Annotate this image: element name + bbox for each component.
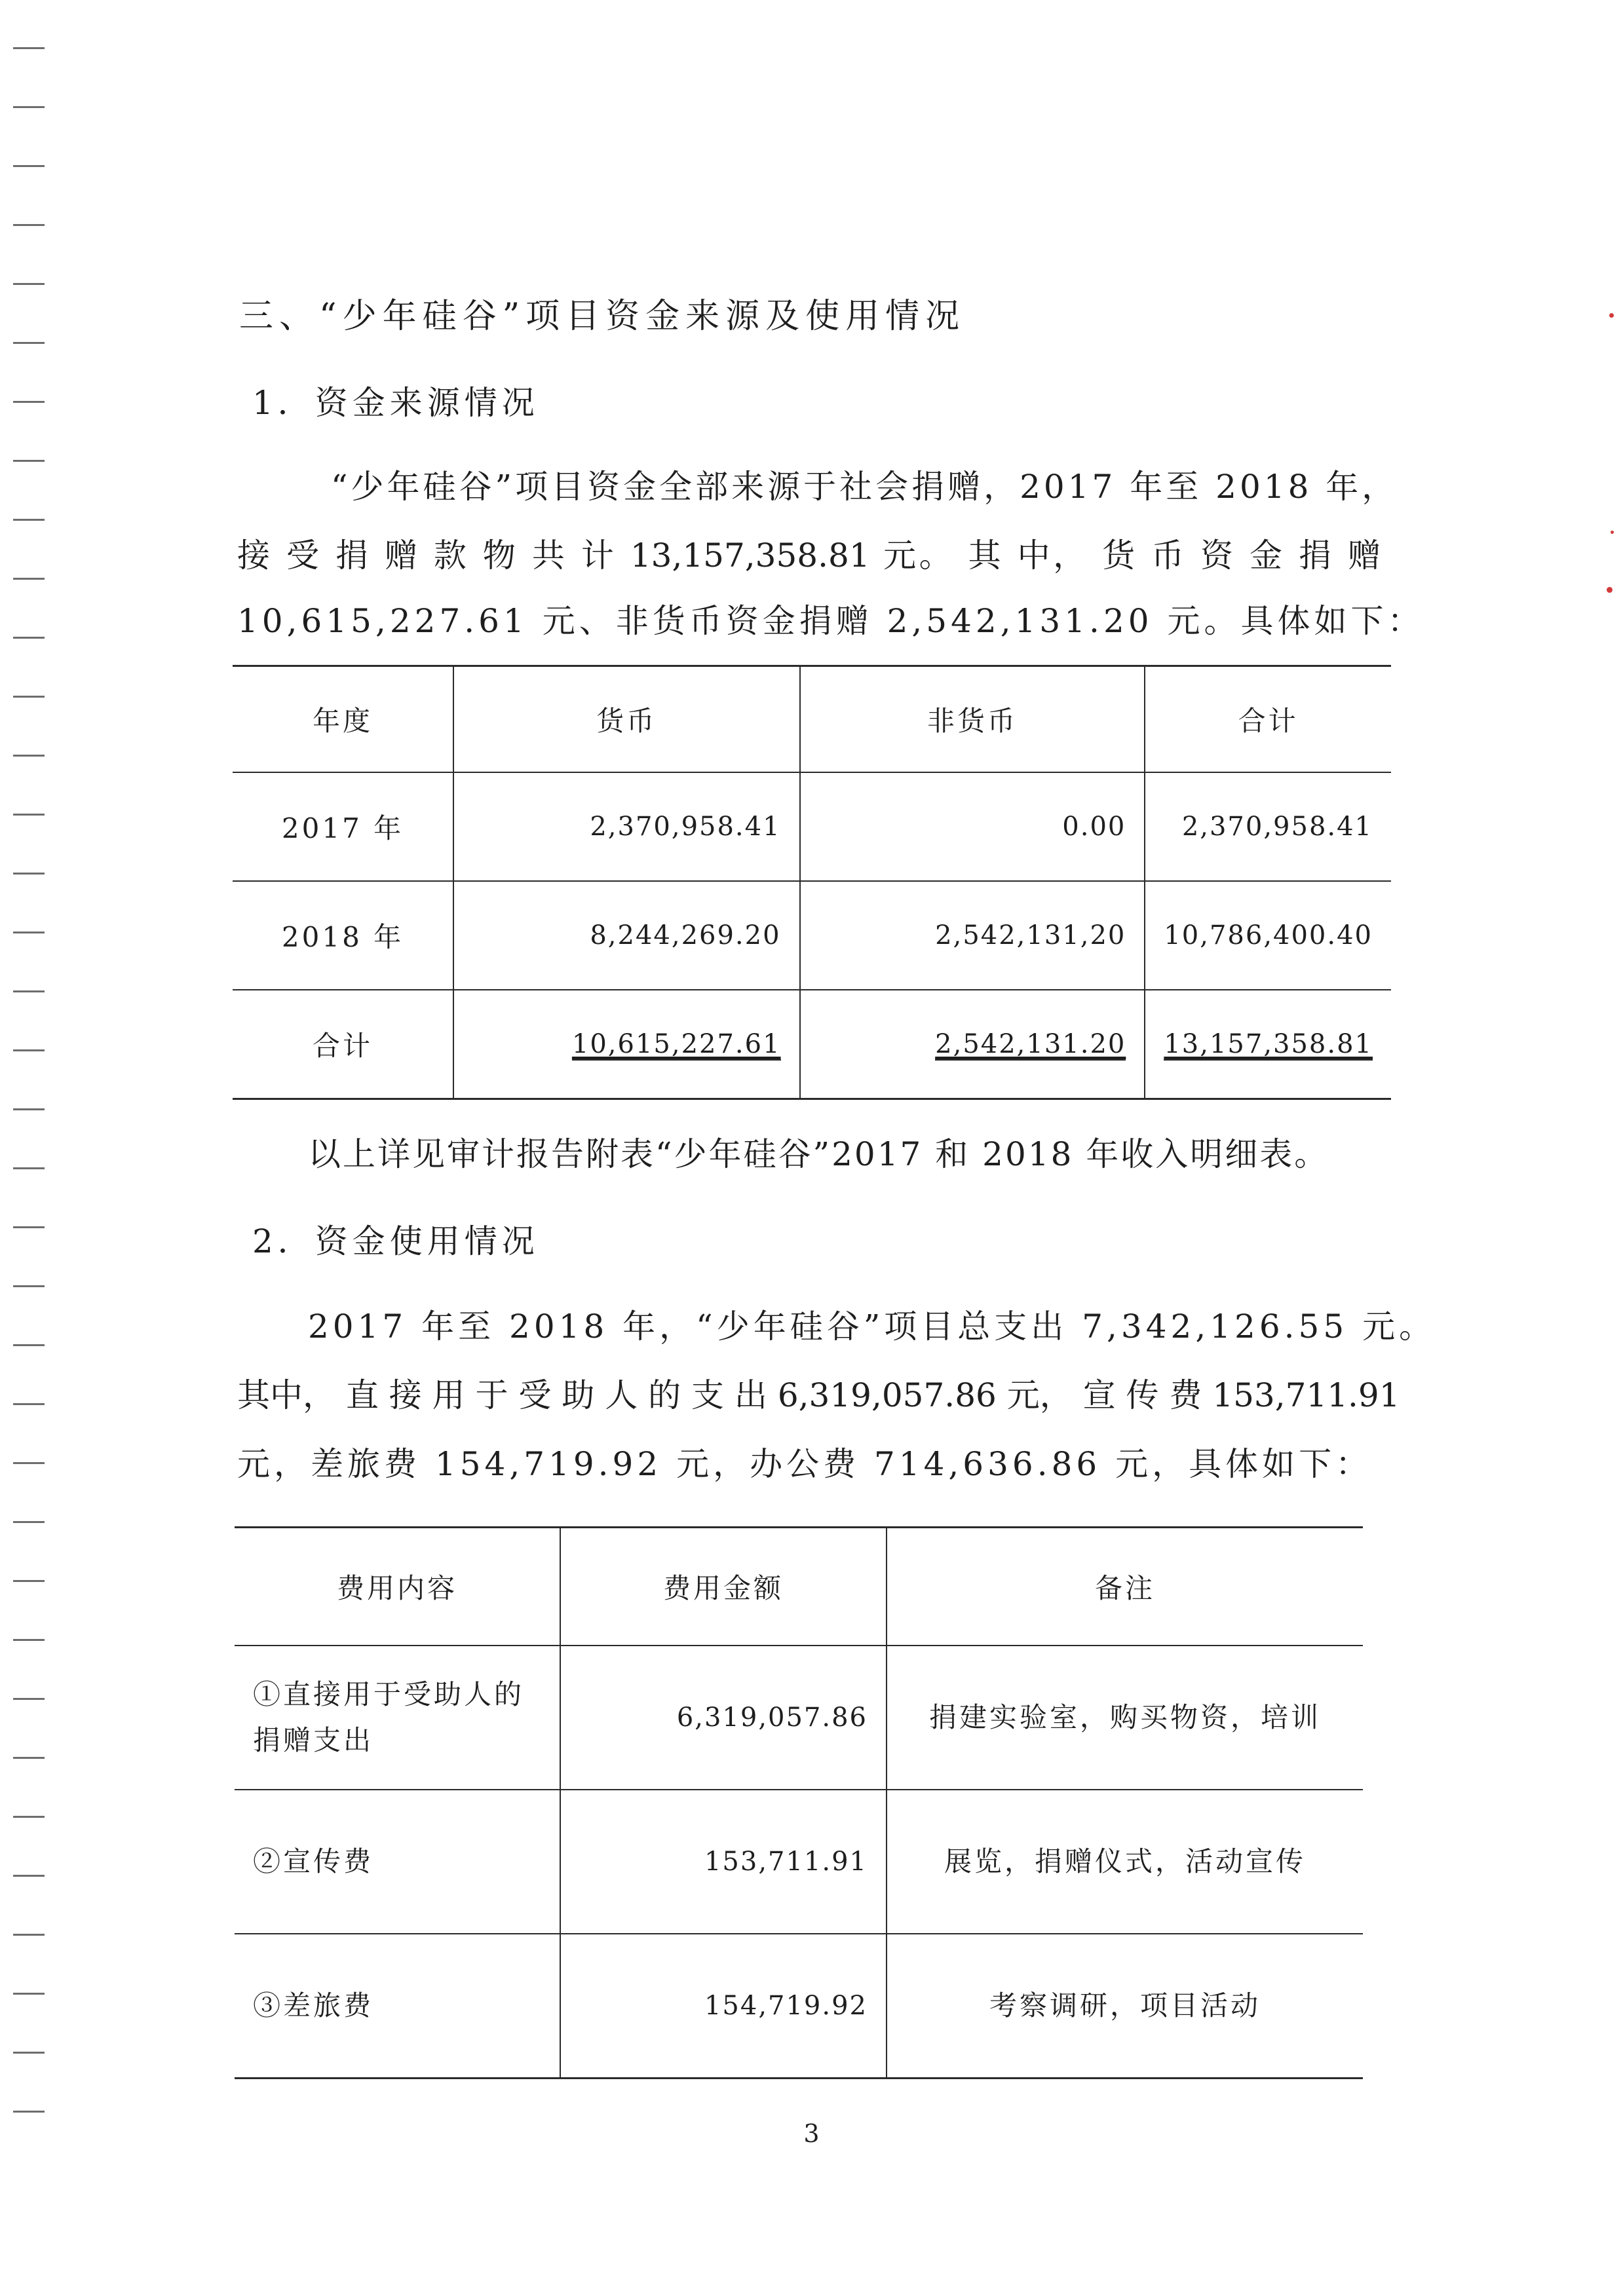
col-header-remark: 备注 <box>887 1528 1363 1646</box>
funding-para-line-2: 接 受 捐 赠 款 物 共 计 13,157,358.81 元。 其 中， 货 币 资 金 捐 赠 <box>237 536 1381 574</box>
fund-usage-heading: 2．资金使用情况 <box>252 1222 539 1260</box>
usage-para-line-1: 2017 年至 2018 年，“少年硅谷”项目总支出 7,342,126.55 元。 <box>308 1308 1436 1346</box>
funding-source-heading: 1．资金来源情况 <box>252 384 539 422</box>
cell-remark: 捐建实验室，购买物资，培训 <box>887 1646 1363 1790</box>
table-row <box>233 772 1391 881</box>
cell-total: 10,786,400.40 <box>1145 881 1391 990</box>
cell-amount: 153,711.91 <box>560 1790 887 1934</box>
section-heading: 三、“少年硅谷”项目资金来源及使用情况 <box>239 297 966 336</box>
cell-monetary: 8,244,269.20 <box>453 881 799 990</box>
table-header-row <box>235 1528 1363 1646</box>
col-header-monetary: 货币 <box>453 666 799 773</box>
col-header-amount: 费用金额 <box>560 1528 887 1646</box>
funding-note: 以上详见审计报告附表“少年硅谷”2017 和 2018 年收入明细表。 <box>308 1135 1329 1173</box>
col-header-year: 年度 <box>233 666 453 773</box>
cell-total: 2,370,958.41 <box>1145 772 1391 881</box>
cell-remark: 考察调研，项目活动 <box>887 1934 1363 2079</box>
cell-non-monetary: 0.00 <box>800 772 1145 881</box>
col-header-item: 费用内容 <box>235 1528 560 1646</box>
col-header-non-monetary: 非货币 <box>800 666 1145 773</box>
table-row <box>235 1934 1363 2079</box>
table-row <box>235 1646 1363 1790</box>
cell-remark: 展览，捐赠仪式，活动宣传 <box>887 1790 1363 1934</box>
cell-amount: 6,319,057.86 <box>560 1646 887 1790</box>
cell-grand-total: 13,157,358.81 <box>1145 990 1391 1099</box>
usage-para-line-2: 其中， 直 接 用 于 受 助 人 的 支 出 6,319,057.86 元， 宣 传 费 153,711.91 <box>237 1376 1400 1414</box>
cell-non-monetary: 2,542,131,20 <box>800 881 1145 990</box>
row-total-label: 合计 <box>233 990 453 1099</box>
cell-non-monetary-total: 2,542,131.20 <box>800 990 1145 1099</box>
red-mark <box>1611 531 1614 534</box>
cell-item: ①直接用于受助人的捐赠支出 <box>235 1646 560 1790</box>
table-row <box>235 1790 1363 1934</box>
col-header-total: 合计 <box>1145 666 1391 773</box>
usage-para-line-3: 元，差旅费 154,719.92 元，办公费 714,636.86 元，具体如下： <box>237 1445 1373 1483</box>
cell-item: ③差旅费 <box>235 1934 560 2079</box>
cell-monetary-total: 10,615,227.61 <box>453 990 799 1099</box>
red-mark <box>1609 313 1614 318</box>
row-year: 2017 年 <box>233 772 453 881</box>
cell-monetary: 2,370,958.41 <box>453 772 799 881</box>
cell-amount: 154,719.92 <box>560 1934 887 2079</box>
table-total-row <box>233 990 1391 1099</box>
table-row <box>233 881 1391 990</box>
row-year: 2018 年 <box>233 881 453 990</box>
cell-item: ②宣传费 <box>235 1790 560 1934</box>
table-header-row <box>233 666 1391 773</box>
funding-para-line-1: “少年硅谷”项目资金全部来源于社会捐赠，2017 年至 2018 年， <box>331 468 1398 506</box>
usage-table <box>235 1526 1363 2079</box>
red-mark <box>1607 587 1613 593</box>
page-number: 3 <box>803 2119 820 2148</box>
funding-table <box>233 665 1391 1100</box>
funding-para-line-3: 10,615,227.61 元、非货币资金捐赠 2,542,131.20 元。具体如下： <box>237 602 1424 640</box>
binding-marks <box>13 39 52 2201</box>
